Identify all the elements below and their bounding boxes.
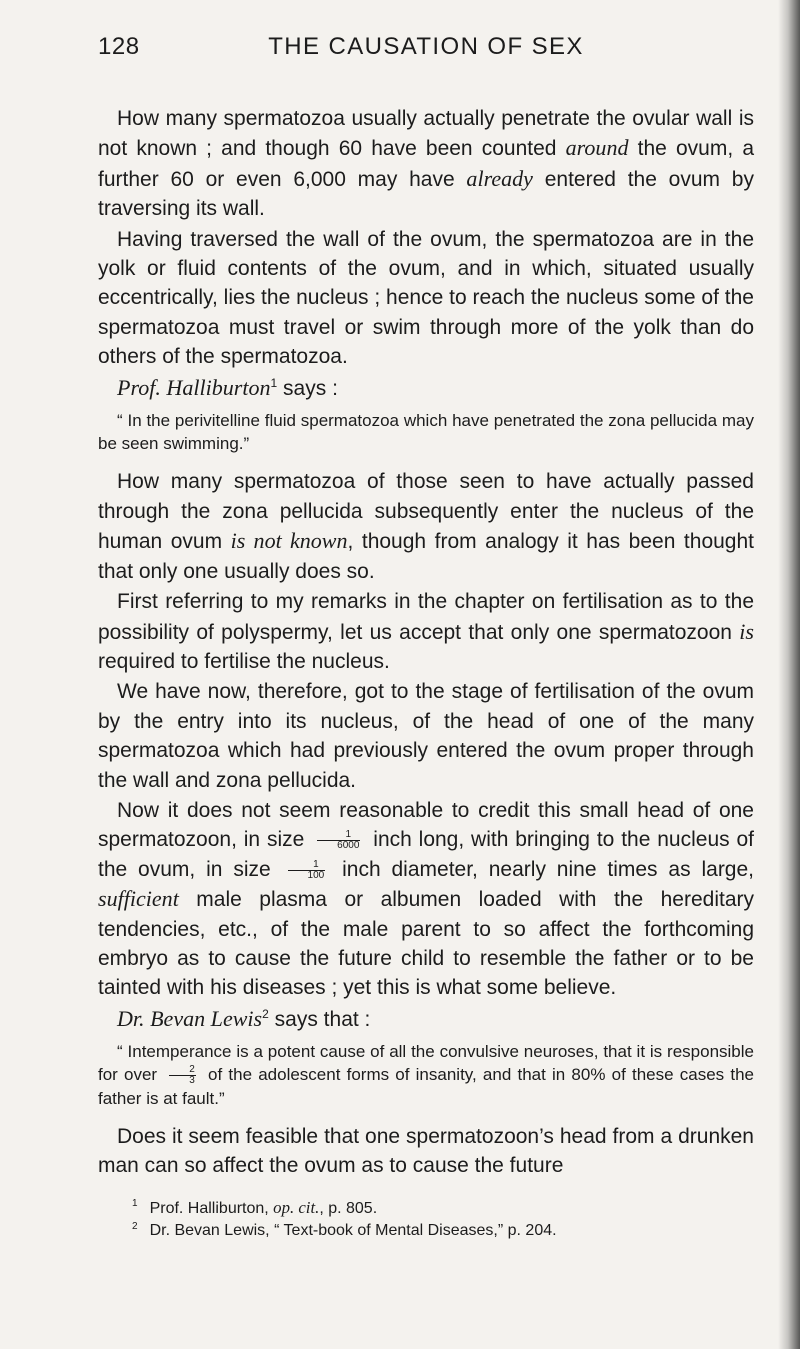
fraction-1-6000: $\frac{1}{6000}$ [317, 830, 360, 851]
footnote-2: $^2$ Dr. Bevan Lewis, “ Text-book of Mental Diseases,” p. 204. [132, 1220, 557, 1240]
paragraph-8: Dr. Bevan Lewis$^2$ says that : [117, 1005, 371, 1031]
paragraph-6: We have now, therefore, got to the stage of fertilisation of the ovum by the entry into its nucleus, of the head of one of the many spermatozoa which had previously entered the ovum proper through the wall and zona pellucida. [98, 680, 754, 792]
block-quote-1: “ In the perivitelline fluid spermatozoa which have penetrated the zona pellucida may be seen swimming.” [98, 411, 754, 454]
emphasis-is: is [739, 618, 754, 644]
emphasis-is-not-known: is not known [230, 528, 348, 554]
emphasis-around: around [565, 135, 629, 161]
fraction-2-3: $\frac{2}{3}$ [169, 1065, 196, 1086]
paragraph-5: First referring to my remarks in the chapter on fertilisation as to the possibility of polyspermy, let us accept that only one spermatozoon is required to fertilise the nucleus. [98, 590, 754, 673]
paragraph-9: Does it seem feasible that one spermatozoon’s head from a drunken man can so affect the ovum as to cause the future [98, 1124, 754, 1178]
footnote-mark: 1 [132, 1198, 138, 1210]
emphasis-already: already [466, 165, 533, 191]
emphasis-sufficient: sufficient [98, 886, 179, 912]
fraction-1-100: $\frac{1}{100}$ [288, 860, 326, 881]
page-body [98, 104, 754, 1242]
footnote-ref-2: 2 [262, 1006, 269, 1021]
paragraph-4: How many spermatozoa of those seen to have actually passed through the zona pellucida subsequently enter the nucleus of the human ovum is not known, though from analogy it has been thought that only one usually does so. [98, 470, 754, 583]
paragraph-1: How many spermatozoa usually actually penetrate the ovular wall is not known ; and though 60 have been counted around the ovum, a further 60 or even 6,000 may have already entered the ovum by traversing its wall. [98, 107, 754, 221]
running-title: THE CAUSATION OF SEX [268, 33, 584, 60]
author-bevan-lewis: Dr. Bevan Lewis [117, 1005, 263, 1031]
footnote-1: $^1$ Prof. Halliburton, op. cit., p. 805. [132, 1197, 378, 1217]
page-number: 128 [98, 33, 140, 60]
paragraph-7: Now it does not seem reasonable to credit this small head of one spermatozoon, in size $\frac{1}{6000}$ inch long, with bringing to the nucleus of the ovum, in size $\frac{1}{100}$ inch diameter, nearly nine times as large, sufficient male plasma or albumen loaded with the hereditary tendencies, etc., of the male parent to so affect the forthcoming embryo as to cause the future child to resemble the father or to be tainted with his diseases ; yet this is what some believe. [98, 798, 754, 1000]
page-edge-shadow [778, 0, 800, 1349]
footnote-ref-1: 1 [270, 375, 278, 390]
footnote-mark: 2 [132, 1220, 138, 1232]
author-halliburton: Prof. Halliburton [117, 374, 271, 400]
block-quote-2: “ Intemperance is a potent cause of all the convulsive neuroses, that it is responsible for over $\frac{2}{3}$ of the adolescent forms of insanity, and that in 80% of these cases the father is at fault.” [98, 1042, 754, 1108]
paragraph-2: Having traversed the wall of the ovum, the spermatozoa are in the yolk or fluid contents of the ovum, and in which, situated usually eccentrically, lies the nucleus ; hence to reach the nucleus some of the spermatozoa must travel or swim through more of the yolk than do others of the spermatozoa. [98, 227, 754, 369]
footnotes [98, 1197, 754, 1242]
paragraph-3: Prof. Halliburton$^1$ says : [117, 374, 338, 400]
page-header [98, 33, 754, 69]
